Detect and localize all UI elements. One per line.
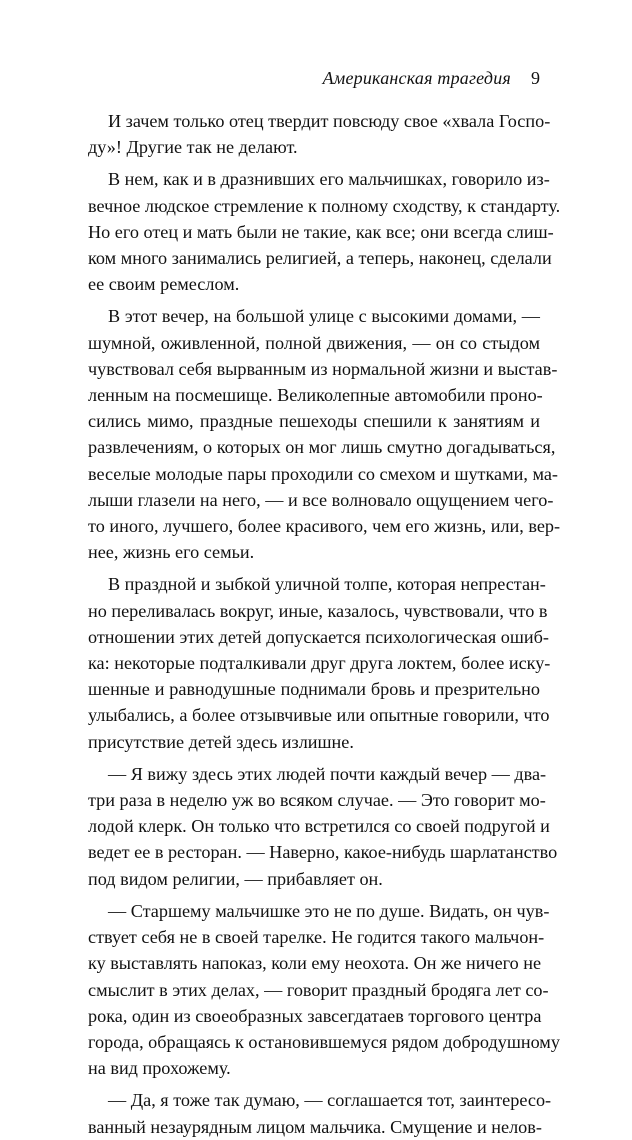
- paragraph: [88, 108, 551, 160]
- text-line: но переливалась вокруг, иные, казалось, чувствовали, что в: [88, 600, 548, 621]
- text-line: развлечениям, о которых он мог лишь смутно догадываться,: [88, 437, 556, 458]
- body-text: [88, 108, 561, 1140]
- text-line: улыбались, а более отзывчивые или опытные говорили, что: [88, 705, 550, 726]
- text-line: ка: некоторые подталкивали друг друга локтем, более иску-: [88, 653, 551, 674]
- book-page: [88, 68, 561, 1137]
- text-line: чувствовал себя вырванным из нормальной жизни и выстав-: [88, 358, 558, 379]
- paragraph: [88, 761, 558, 892]
- paragraph: [88, 571, 551, 754]
- text-line: ванный незаурядным лицом мальчика. Смущение и нелов-: [88, 1116, 542, 1137]
- text-line: ведет ее в ресторан. — Наверно, какое-нибудь шарлатанство: [88, 842, 558, 863]
- paragraph: [88, 898, 560, 1081]
- text-line: шумной, оживленной, полной движения, — он со стыдом: [88, 332, 540, 353]
- text-line: то иного, лучшего, более красивого, чем его жизнь, или, вер-: [88, 516, 561, 537]
- text-line: отношении этих детей допускается психологическая ошиб-: [88, 626, 549, 647]
- text-line: лодой клерк. Он только что встретился со своей подругой и: [88, 816, 550, 837]
- page-number: 9: [531, 68, 540, 88]
- running-header: [88, 68, 540, 108]
- text-line: В нем, как и в дразнивших его мальчишках, говорило из-: [108, 169, 550, 190]
- text-line: ком много занимались религией, а теперь, наконец, сделали: [88, 248, 552, 269]
- text-line: рока, один из своеобразных завсегдатаев торгового центра: [88, 1005, 542, 1026]
- text-line: сились мимо, праздные пешеходы спешили к занятиям и: [88, 411, 540, 432]
- text-line: Но его отец и мать были не такие, как все; они всегда слиш-: [88, 221, 554, 242]
- text-line: города, обращаясь к остановившемуся рядом добродушному: [88, 1031, 560, 1052]
- text-line: В праздной и зыбкой уличной толпе, которая непрестан-: [108, 574, 546, 595]
- text-line: — Я вижу здесь этих людей почти каждый вечер — два-: [108, 763, 547, 784]
- text-line: присутствие детей здесь излишне.: [88, 731, 354, 752]
- text-line: лыши глазели на него, — и все волновало ощущением чего-: [88, 489, 554, 510]
- text-line: под видом религии, — прибавляет он.: [88, 868, 383, 889]
- text-line: нее, жизнь его семьи.: [88, 542, 255, 563]
- text-line: шенные и равнодушные поднимали бровь и презрительно: [88, 679, 540, 700]
- paragraph: [88, 1087, 552, 1139]
- text-line: веселые молодые пары проходили со смехом и шутками, ма-: [88, 463, 558, 484]
- text-line: — Да, я тоже так думаю, — соглашается тот, заинтересо-: [108, 1090, 552, 1111]
- text-line: В этот вечер, на большой улице с высокими домами, —: [108, 306, 540, 327]
- running-title: Американская трагедия: [322, 68, 511, 88]
- text-line: ку выставлять напоказ, коли ему неохота. Он же ничего не: [88, 953, 542, 974]
- text-line: И зачем только отец твердит повсюду свое «хвала Госпо-: [108, 111, 551, 131]
- text-line: смыслит в этих делах, — говорит праздный бродяга лет со-: [88, 979, 549, 1000]
- paragraph: [88, 303, 561, 565]
- text-line: ленным на посмешище. Великолепные автомобили проно-: [88, 385, 543, 406]
- paragraph: [88, 166, 561, 297]
- text-line: ду»! Другие так не делают.: [88, 137, 298, 158]
- text-line: — Старшему мальчишке это не по душе. Видать, он чув-: [108, 900, 550, 921]
- text-line: ствует себя не в своей тарелке. Не годится такого мальчон-: [88, 927, 545, 948]
- text-line: ее своим ремеслом.: [88, 274, 240, 295]
- text-line: на вид прохожему.: [88, 1058, 231, 1079]
- text-line: вечное людское стремление к полному сходству, к стандарту.: [88, 195, 561, 216]
- text-line: три раза в неделю уж во всяком случае. — Это говорит мо-: [88, 790, 546, 811]
